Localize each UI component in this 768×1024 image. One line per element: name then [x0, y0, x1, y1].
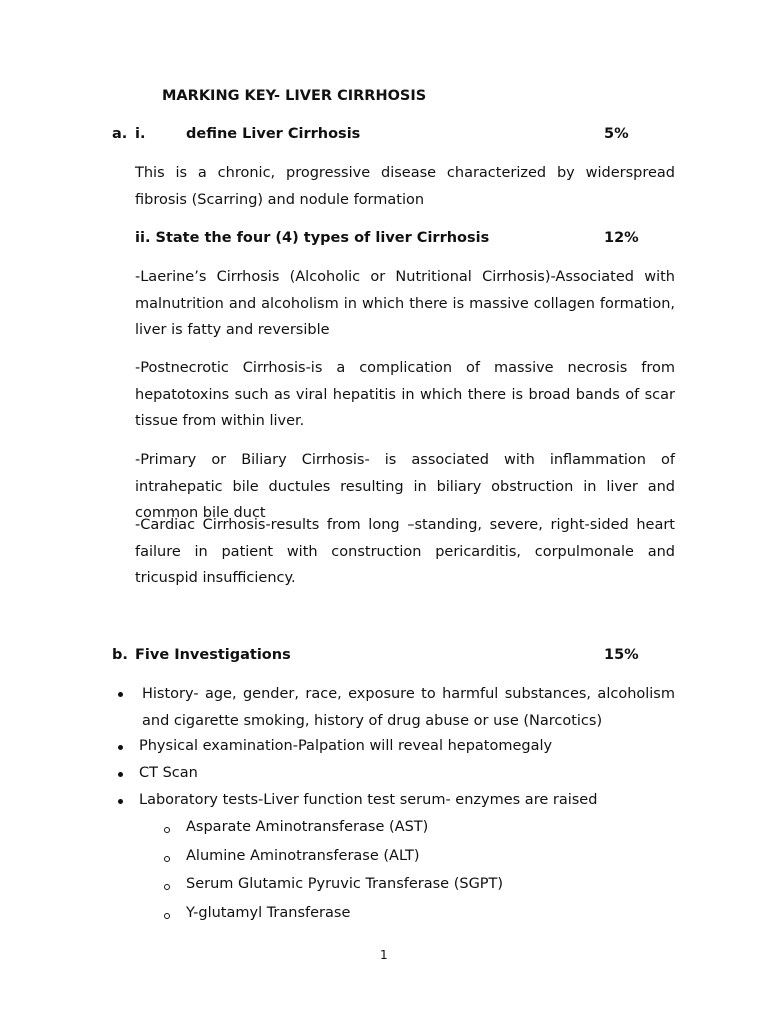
- circle-bullet-icon: [164, 884, 170, 890]
- sub-item-alt: Alumine Aminotransferase (ALT): [186, 848, 420, 864]
- question-1-answer: This is a chronic, progressive disease characterized by widerspread fibrosis (Scarring) and nodule formation: [135, 165, 675, 208]
- section-b-question: Five Investigations: [135, 647, 291, 663]
- list-item-lab-tests: Laboratory tests-Liver function test serum- enzymes are raised: [139, 792, 598, 808]
- sub-item-sgpt: Serum Glutamic Pyruvic Transferase (SGPT): [186, 876, 504, 892]
- section-b-letter: b.: [112, 647, 128, 663]
- document-title: MARKING KEY- LIVER CIRRHOSIS: [162, 88, 427, 104]
- section-a-letter: a.: [112, 126, 128, 142]
- question-1-text: define Liver Cirrhosis: [186, 126, 361, 142]
- circle-bullet-icon: [164, 827, 170, 833]
- answer-biliary-cirrhosis: -Primary or Biliary Cirrhosis- is associated with inflammation of intrahepatic bile ductules resulting in biliary obstruction in liver and common bile duct: [135, 452, 675, 521]
- bullet-icon: [118, 772, 123, 777]
- question-2-text: ii. State the four (4) types of liver Cirrhosis: [135, 230, 490, 246]
- bullet-icon: [118, 799, 123, 804]
- bullet-icon: [118, 745, 123, 750]
- sub-item-ast: Asparate Aminotransferase (AST): [186, 819, 429, 835]
- list-item-physical-exam: Physical examination-Palpation will reveal hepatomegaly: [139, 738, 553, 754]
- answer-cardiac-cirrhosis: -Cardiac Cirrhosis-results from long –standing, severe, right-sided heart failure in patient with construction pericarditis, corpulmonale and tricuspid insufficiency.: [135, 517, 675, 586]
- sub-item-ggt: Y-glutamyl Transferase: [186, 905, 351, 921]
- question-1-mark: 5%: [604, 126, 629, 142]
- section-b-mark: 15%: [604, 647, 639, 663]
- circle-bullet-icon: [164, 913, 170, 919]
- answer-postnecrotic-cirrhosis: -Postnecrotic Cirrhosis-is a complication of massive necrosis from hepatotoxins such as viral hepatitis in which there is broad bands of scar tissue from within liver.: [135, 360, 675, 429]
- question-2-mark: 12%: [604, 230, 639, 246]
- answer-laennec-cirrhosis: -Laerine’s Cirrhosis (Alcoholic or Nutritional Cirrhosis)-Associated with malnutrition and alcoholism in which there is massive collagen formation, liver is fatty and reversible: [135, 269, 675, 338]
- list-item-history: History- age, gender, race, exposure to harmful substances, alcoholism and cigarette smoking, history of drug abuse or use (Narcotics): [142, 686, 675, 729]
- bullet-icon: [118, 692, 123, 697]
- list-item-ct-scan: CT Scan: [139, 765, 198, 781]
- page-number: 1: [380, 948, 388, 962]
- circle-bullet-icon: [164, 856, 170, 862]
- question-1-numeral: i.: [135, 126, 146, 142]
